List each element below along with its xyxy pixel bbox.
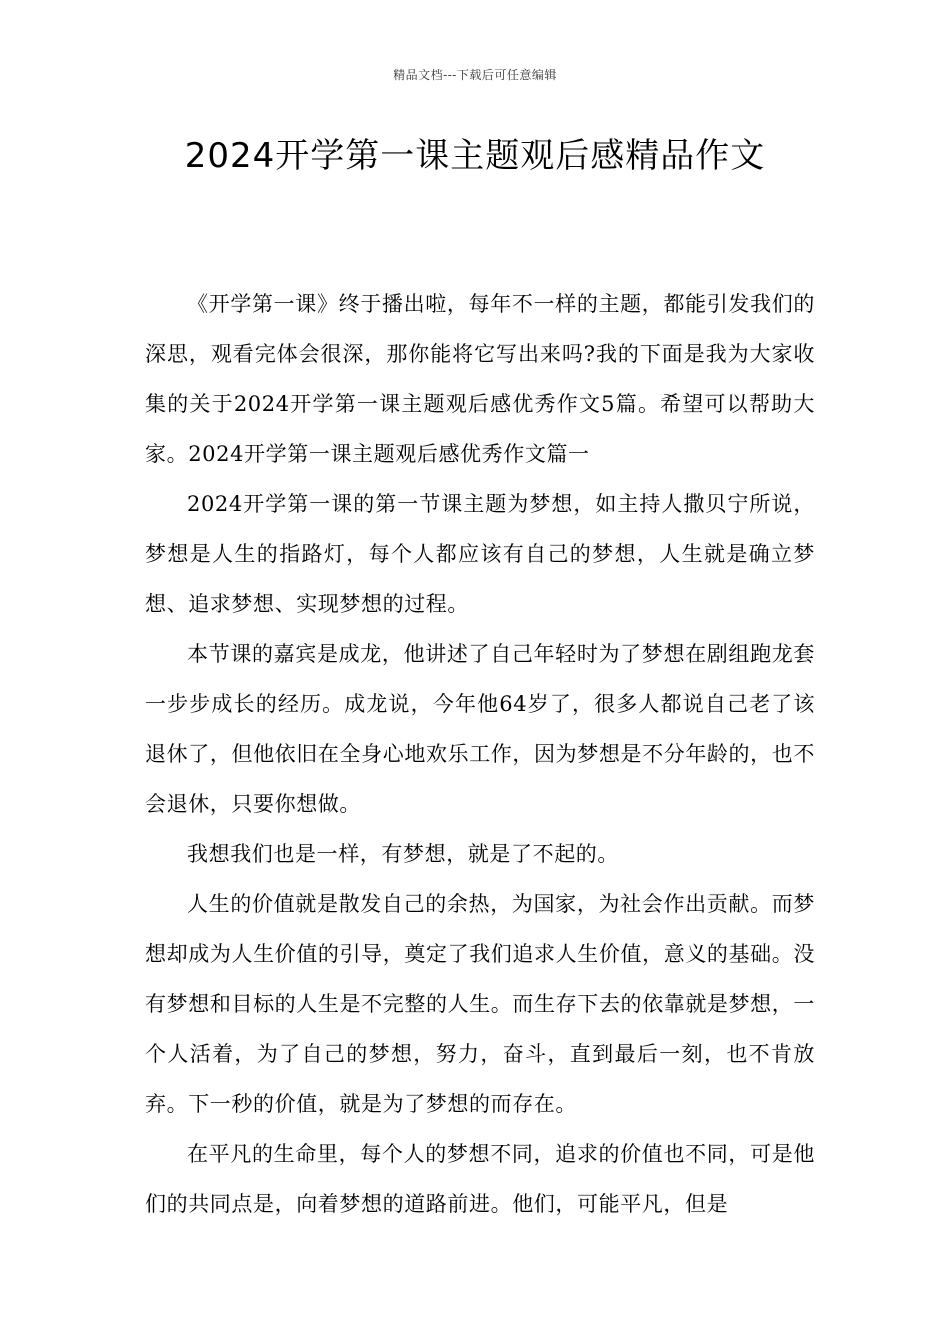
paragraph: 2024开学第一课的第一节课主题为梦想，如主持人撒贝宁所说，梦想是人生的指路灯，每个人都应该有自己的梦想，人生就是确立梦想、追求梦想、实现梦想的过程。 — [145, 492, 815, 616]
paragraph: 《开学第一课》终于播出啦，每年不一样的主题，都能引发我们的深思，观看完体会很深，那你能将它写出来吗?我的下面是我为大家收集的关于2024开学第一课主题观后感优秀作文5篇。希望可以帮助大家。2024开学第一课主题观后感优秀作文篇一 — [145, 292, 815, 466]
paragraph: 在平凡的生命里，每个人的梦想不同，追求的价值也不同，可是他们的共同点是，向着梦想的道路前进。他们，可能平凡，但是 — [145, 1142, 815, 1216]
document-title: 2024开学第一课主题观后感精品作文 — [184, 136, 766, 176]
paragraph: 我想我们也是一样，有梦想，就是了不起的。 — [187, 842, 619, 866]
document-body — [145, 279, 815, 1229]
paragraph: 本节课的嘉宾是成龙，他讲述了自己年轻时为了梦想在剧组跑龙套一步步成长的经历。成龙说，今年他64岁了，很多人都说自己老了该退休了，但他依旧在全身心地欢乐工作，因为梦想是不分年龄的，也不会退休，只要你想做。 — [145, 642, 815, 816]
paragraph: 人生的价值就是散发自己的余热，为国家，为社会作出贡献。而梦想却成为人生价值的引导，奠定了我们追求人生价值，意义的基础。没有梦想和目标的人生是不完整的人生。而生存下去的依靠就是梦想，一个人活着，为了自己的梦想，努力，奋斗，直到最后一刻，也不肯放弃。下一秒的价值，就是为了梦想的而存在。 — [145, 892, 815, 1116]
header-note: 精品文档---下载后可任意编辑 — [393, 68, 557, 82]
